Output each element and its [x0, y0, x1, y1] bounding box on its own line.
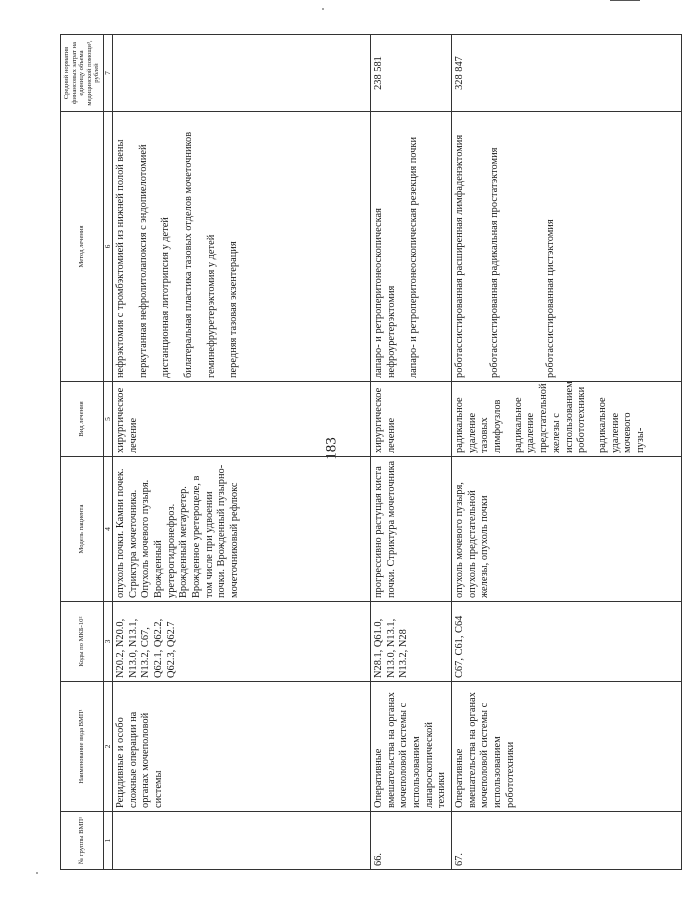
scan-speck — [322, 8, 324, 10]
header-patient-model: Модель пациента — [61, 457, 104, 602]
treatment-method: геминефруретерэктомия у детей — [205, 234, 217, 378]
treatment-method: роботассистированная цистэктомия — [545, 219, 557, 378]
patient-model-cell: прогрессивно растущая киста почки. Стриктура мочеточника — [370, 457, 451, 602]
treatment-type-cell — [370, 382, 451, 457]
vmp-name-cell: Оперативные вмешательства на органах мочеполовой системы с использованием робототехники — [452, 682, 682, 812]
column-number: 5 — [103, 382, 112, 457]
header-icd-codes: Коды по МКБ-10² — [61, 602, 104, 682]
treatment-type: хирургическое лечение — [372, 387, 397, 453]
treatment-method: лапаро- и ретроперитонеоскопическая нефроуретерэктомия — [372, 208, 397, 378]
group-number-cell: 66. — [370, 812, 451, 870]
column-number: 6 — [103, 112, 112, 382]
vmp-name-cell: Оперативные вмешательства на органах мочеполовой системы с использованием лапароскопической техники — [370, 682, 451, 812]
column-number: 2 — [103, 682, 112, 812]
column-number: 7 — [103, 35, 112, 112]
treatment-method: билатеральная пластика тазовых отделов мочеточников — [182, 131, 194, 378]
treatment-type: радикальное удаление предстательной железы с использованием робототехники — [512, 381, 588, 453]
scan-edge-mark — [610, 0, 640, 1]
patient-model-cell: опухоль мочевого пузыря, опухоль предстательной железы, опухоль почки — [452, 457, 682, 602]
group-number-cell: 67. — [452, 812, 682, 870]
treatment-method-cell — [370, 112, 451, 382]
cost-cell: 238 581 — [370, 35, 451, 112]
treatment-method: дистанционная литотрипсия у детей — [160, 217, 172, 378]
treatment-method: перкутанная нефролитолапоксия с эндопиелотомией — [137, 144, 149, 378]
header-treatment-method: Метод лечения — [61, 112, 104, 382]
treatment-method: роботассистированная расширенная лимфаденэктомия — [454, 134, 466, 378]
treatment-method: передняя тазовая экзентерация — [228, 241, 240, 378]
column-number: 1 — [103, 812, 112, 870]
treatment-method-cell — [112, 112, 370, 382]
header-group-number: № группы ВМП¹ — [61, 812, 104, 870]
icd-codes-cell: N20.2, N20.0, N13.0, N13.1, N13.2, C67, Q62.1, Q62.2, Q62.3, Q62.7 — [112, 602, 370, 682]
header-vmp-name: Наименование вида ВМП¹ — [61, 682, 104, 812]
treatment-type: радикальное удаление мочевого пузы- — [596, 397, 646, 453]
vmp-table — [60, 34, 682, 870]
table-row — [112, 35, 370, 870]
treatment-method: лапаро- и ретроперитонеоскопическая резекция почки — [408, 136, 420, 378]
column-number: 3 — [103, 602, 112, 682]
treatment-type-cell — [112, 382, 370, 457]
patient-model-cell: опухоль почки. Камни почек. Стриктура мочеточника. Опухоль мочевого пузыря. Врожденный уретерогидронефроз. Врожденный мегауретер. Врожденное уретероцеле, в том числе при удвоении почки. Врожденный пузырно-мочеточниковый рефлюкс — [112, 457, 370, 602]
treatment-method-cell — [452, 112, 682, 382]
table-row — [452, 35, 682, 870]
treatment-type: радикальное удаление тазовых лимфоузлов — [454, 397, 504, 453]
header-treatment-type: Вид лечения — [61, 382, 104, 457]
cost-cell — [112, 35, 370, 112]
cost-cell: 328 847 — [452, 35, 682, 112]
page-number: 183 — [323, 437, 340, 460]
header-row — [61, 35, 104, 870]
icd-codes-cell: C67, C61, C64 — [452, 602, 682, 682]
vmp-name-cell: Рецидивные и особо сложные операции на органах мочеполовой системы — [112, 682, 370, 812]
treatment-type-cell — [452, 382, 682, 457]
treatment-method: нефрэктомия с тромбэктомией из нижней полой вены — [114, 139, 126, 378]
rotated-table-container — [60, 35, 650, 870]
scan-speck — [36, 872, 38, 874]
icd-codes-cell: N28.1, Q61.0, N13.0, N13.1, N13.2, N28 — [370, 602, 451, 682]
treatment-type: хирургическое лечение — [114, 387, 139, 453]
table-row — [370, 35, 451, 870]
treatment-method: роботассистированная радикальная простатэктомия — [488, 147, 500, 378]
group-number-cell — [112, 812, 370, 870]
column-number: 4 — [103, 457, 112, 602]
column-number-row — [103, 35, 112, 870]
header-cost-standard: Средний норматив финансовых затрат на единицу объема медицинской помощи³, рублей — [61, 35, 104, 112]
